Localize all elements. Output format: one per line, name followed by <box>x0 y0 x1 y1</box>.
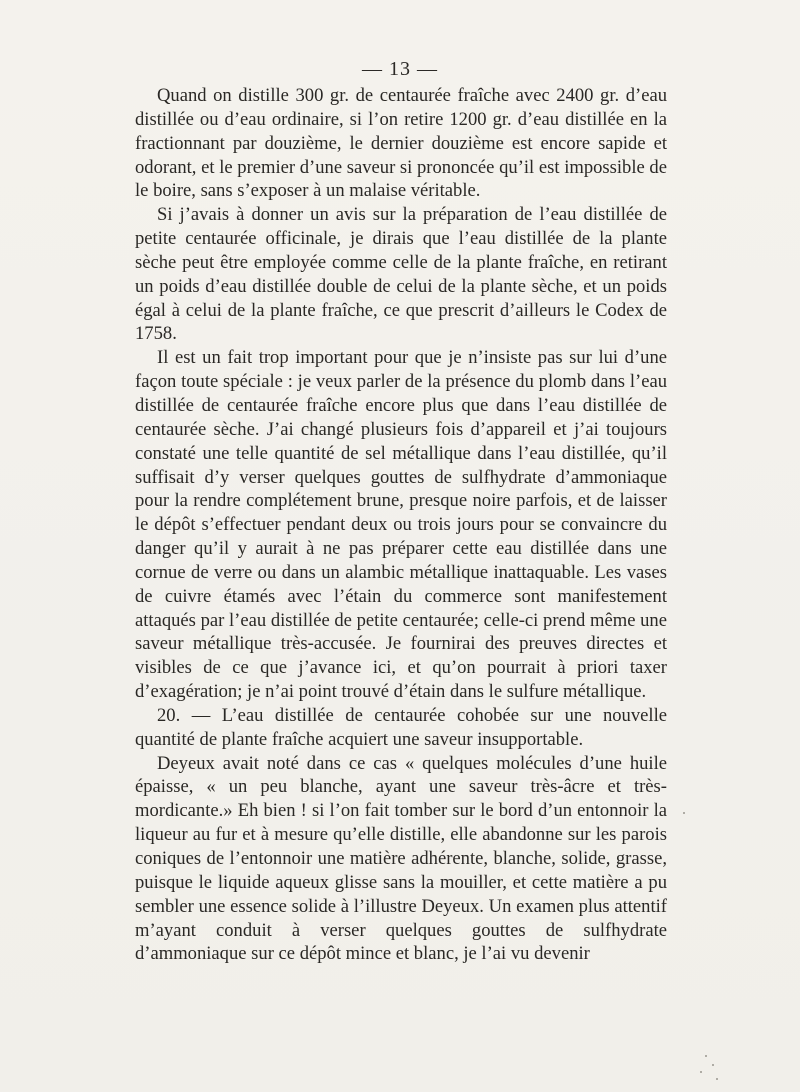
scan-speck <box>712 1064 714 1066</box>
paragraph-2: Si j’avais à donner un avis sur la préparation de l’eau distillée de petite centaurée officinale, je dirais que l’eau distillée de la plante sèche peut être employée comme celle de la plante fraîche, en retirant un poids d’eau distillée double de celui de la plante sèche, et un poids égal à celui de la plante fraîche, ce que prescrit d’ailleurs le Codex de 1758. <box>135 204 667 345</box>
scan-speck <box>700 1071 702 1073</box>
paragraph-1: Quand on distille 300 gr. de centaurée fraîche avec 2400 gr. d’eau distillée ou d’eau ordinaire, si l’on retire 1200 gr. d’eau distillée en la fractionnant par douzième, le dernier douzième est encore sapide et odorant, et le premier d’une saveur si prononcée qu’il est impossible de le boire, sans s’exposer à un malaise véritable. <box>135 85 667 202</box>
paragraph-5: Deyeux avait noté dans ce cas « quelques molécules d’une huile épaisse, « un peu blanche, ayant une saveur très-âcre et très-mordicante.» Eh bien ! si l’on fait tomber sur le bord d’un entonnoir la liqueur au fur et à mesure qu’elle distille, elle abandonne sur les parois coniques de l’entonnoir une matière adhérente, blanche, solide, grasse, puisque le liquide aqueux glisse sans la mouiller, et cette matière a pu sembler une essence solide à l’illustre Deyeux. Un examen plus attentif m’ayant conduit à verser quelques gouttes de sulfhydrate d’ammoniaque sur ce dépôt mince et blanc, je l’ai vu devenir <box>135 752 667 965</box>
scan-speck <box>716 1078 718 1080</box>
paragraph-4: 20. — L’eau distillée de centaurée cohobée sur une nouvelle quantité de plante fraîche acquiert une saveur insupportable. <box>135 704 667 750</box>
scan-speck <box>705 1055 707 1057</box>
body-text <box>135 84 667 966</box>
scan-speck <box>683 812 685 814</box>
paragraph-3: Il est un fait trop important pour que je n’insiste pas sur lui d’une façon toute spéciale : je veux parler de la présence du plomb dans l’eau distillée de centaurée fraîche encore plus que dans l’eau distillée de centaurée sèche. J’ai changé plusieurs fois d’appareil et j’ai toujours constaté une telle quantité de sel métallique dans l’eau distillée, qu’il suffisait d’y verser quelques gouttes de sulfhydrate d’ammoniaque pour la rendre complétement brune, presque noire parfois, et de laisser le dépôt s’effectuer pendant deux ou trois jours pour se convaincre du danger qu’il y aurait à ne pas préparer cette eau distillée dans une cornue de verre ou dans un alambic métallique inattaquable. Les vases de cuivre étamés avec l’étain du commerce sont manifestement attaqués par l’eau distillée de petite centaurée; celle-ci prend même une saveur métallique très-accusée. Je fournirai des preuves directes et visibles de ce que j’avance ici, et qu’on pourrait à priori taxer d’exagération; je n’ai point trouvé d’étain dans le sulfure métallique. <box>135 347 667 703</box>
page-number: — 13 — <box>362 58 438 80</box>
